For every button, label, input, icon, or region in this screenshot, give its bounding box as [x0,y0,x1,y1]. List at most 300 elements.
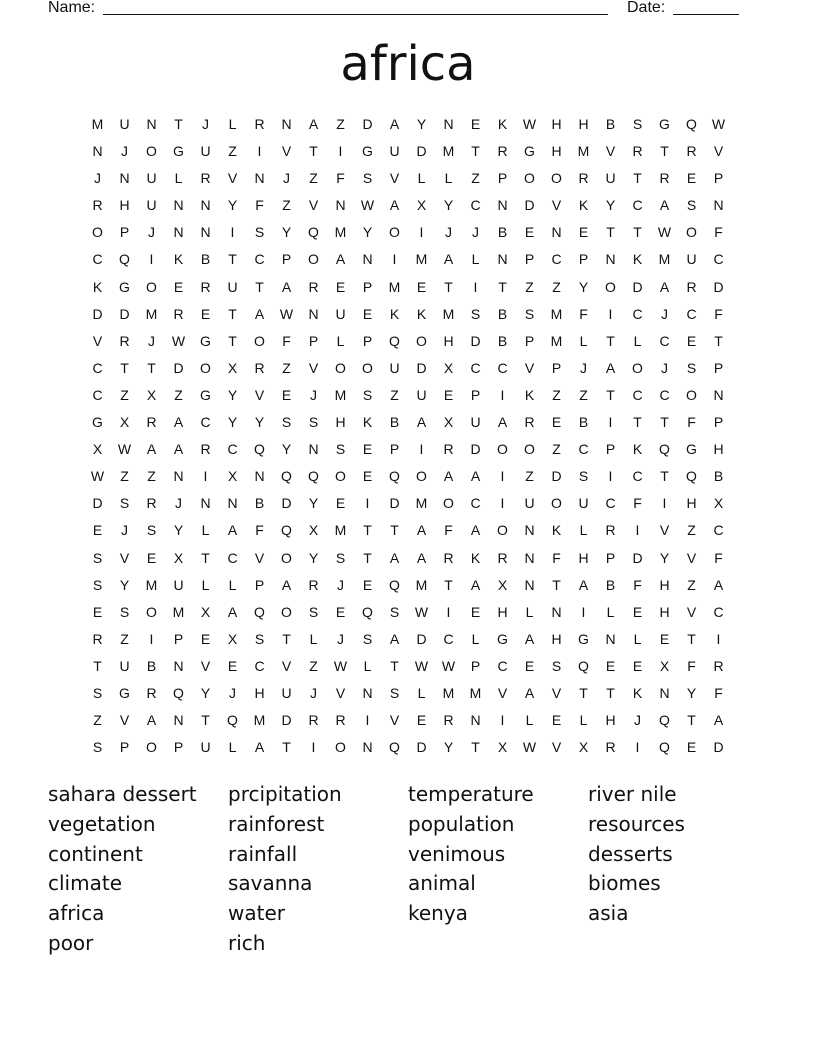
grid-letter: N [605,630,616,647]
grid-letter: D [362,116,373,132]
grid-letter: G [119,278,130,295]
grid-letter: P [362,278,373,295]
grid-letter: U [416,386,427,403]
grid-letter: G [578,630,589,647]
grid-letter: X [227,630,238,647]
grid-letter: A [173,414,184,431]
grid-letter: N [173,712,184,729]
grid-letter: S [470,305,481,322]
grid-letter: A [389,630,400,647]
grid-letter: C [659,386,670,403]
grid-letter: I [311,739,316,756]
grid-letter: V [389,712,400,729]
grid-letter: W [657,224,672,241]
grid-letter: F [336,170,345,187]
grid-letter: F [552,549,561,566]
grid-letter: N [713,197,724,214]
grid-letter: E [362,441,373,458]
grid-letter: S [686,359,697,376]
grid-letter: V [659,522,670,539]
grid-letter: T [120,359,129,376]
grid-letter: P [713,359,724,376]
grid-letter: W [171,332,186,349]
grid-letter: V [308,359,319,376]
grid-letter: Q [389,332,400,349]
grid-letter: T [471,143,480,160]
grid-letter: B [254,495,265,512]
grid-letter: X [416,197,427,214]
grid-letter: K [551,522,562,539]
grid-letter: X [443,359,454,376]
grid-letter: C [632,468,643,485]
grid-letter: V [551,739,562,756]
grid-letter: Q [389,468,400,485]
grid-letter: E [686,739,697,756]
grid-letter: M [550,332,563,349]
grid-letter: A [578,576,589,593]
word-list-item: rainfall [228,841,298,866]
grid-letter: E [605,657,616,674]
grid-letter: O [146,739,157,756]
grid-letter: C [632,386,643,403]
grid-letter: K [497,116,508,132]
grid-letter: V [119,712,130,729]
grid-letter: I [500,495,505,512]
grid-letter: W [711,116,726,132]
grid-letter: J [310,684,317,701]
word-list-item: continent [48,841,143,866]
grid-letter: A [497,414,508,431]
grid-letter: Z [525,278,534,295]
grid-letter: M [145,576,158,593]
grid-letter: U [146,197,157,214]
grid-letter: V [497,684,508,701]
grid-letter: D [92,495,103,512]
grid-letter: X [173,549,184,566]
grid-letter: J [634,712,641,729]
grid-letter: W [414,657,429,674]
grid-letter: J [121,522,128,539]
grid-letter: O [146,143,157,160]
grid-letter: Q [389,576,400,593]
grid-letter: C [713,251,724,268]
grid-letter: U [119,657,130,674]
word-list-item: vegetation [48,811,156,836]
grid-letter: B [389,414,400,431]
grid-letter: T [606,224,615,241]
grid-letter: I [365,495,370,512]
grid-letter: D [551,468,562,485]
grid-letter: T [714,332,723,349]
grid-letter: E [551,712,562,729]
grid-letter: Z [687,576,696,593]
grid-letter: T [93,657,102,674]
word-list-item: population [408,811,515,836]
grid-letter: C [713,522,724,539]
word-list-item: sahara dessert [48,782,197,806]
grid-letter: J [337,576,344,593]
grid-letter: T [471,739,480,756]
grid-letter: N [551,224,562,241]
grid-letter: C [497,359,508,376]
grid-letter: F [579,305,588,322]
grid-letter: J [445,224,452,241]
grid-letter: O [335,739,346,756]
grid-letter: I [419,224,424,241]
grid-letter: R [497,143,508,160]
grid-letter: J [229,684,236,701]
grid-letter: R [605,739,616,756]
grid-letter: X [227,359,238,376]
grid-letter: G [524,143,535,160]
grid-letter: L [579,332,588,349]
grid-letter: I [446,603,451,620]
grid-letter: S [632,116,643,132]
grid-letter: E [416,712,427,729]
grid-letter: Y [416,116,427,132]
word-list-item: kenya [408,901,468,926]
grid-letter: T [255,278,264,295]
grid-letter: N [146,116,157,132]
grid-letter: Z [525,468,534,485]
grid-letter: Y [227,386,238,403]
grid-letter: A [254,305,265,322]
grid-letter: Y [173,522,184,539]
grid-letter: S [308,414,319,431]
grid-letter: E [578,224,589,241]
grid-letter: U [119,116,130,132]
grid-letter: H [578,116,589,132]
grid-letter: C [497,657,508,674]
grid-letter: E [632,603,643,620]
grid-letter: A [389,197,400,214]
grid-letter: D [281,495,292,512]
grid-letter: H [578,549,589,566]
grid-letter: C [200,414,211,431]
grid-letter: W [90,468,105,485]
grid-letter: R [92,630,103,647]
grid-letter: A [443,251,454,268]
grid-letter: R [713,657,724,674]
grid-letter: I [500,712,505,729]
grid-letter: C [605,495,616,512]
grid-letter: C [92,386,103,403]
grid-letter: K [632,441,643,458]
grid-letter: L [417,684,426,701]
grid-letter: G [92,414,103,431]
grid-letter: M [415,495,428,512]
grid-letter: T [552,576,561,593]
grid-letter: N [308,305,319,322]
grid-letter: X [227,468,238,485]
grid-letter: A [659,197,670,214]
grid-letter: U [389,143,400,160]
grid-letter: E [416,278,427,295]
grid-letter: K [578,197,589,214]
grid-letter: L [228,576,237,593]
grid-letter: D [713,278,724,295]
grid-letter: V [713,143,724,160]
grid-letter: J [121,143,128,160]
grid-letter: M [334,522,347,539]
grid-letter: Z [120,468,129,485]
grid-letter: E [524,657,535,674]
grid-letter: J [175,495,182,512]
grid-letter: I [500,468,505,485]
grid-letter: F [714,224,723,241]
grid-letter: W [333,657,348,674]
grid-letter: P [605,549,616,566]
grid-letter: E [362,576,373,593]
grid-letter: H [254,684,265,701]
grid-letter: V [200,657,211,674]
grid-letter: E [362,468,373,485]
grid-letter: O [254,332,265,349]
grid-letter: U [524,495,535,512]
grid-letter: A [308,116,319,132]
grid-letter: R [92,197,103,214]
grid-letter: K [362,414,373,431]
grid-letter: Q [227,712,238,729]
grid-letter: Y [281,224,292,241]
grid-letter: O [416,332,427,349]
grid-letter: Z [309,657,318,674]
grid-letter: T [633,170,642,187]
grid-letter: B [497,305,508,322]
grid-letter: R [686,143,697,160]
grid-letter: K [173,251,184,268]
grid-letter: S [551,657,562,674]
grid-letter: X [497,576,508,593]
grid-letter: O [524,441,535,458]
grid-letter: O [605,278,616,295]
grid-letter: G [686,441,697,458]
grid-letter: B [605,116,616,132]
grid-letter: A [416,549,427,566]
grid-letter: U [389,359,400,376]
grid-letter: L [174,170,183,187]
grid-letter: S [308,603,319,620]
grid-letter: L [471,251,480,268]
grid-letter: C [254,657,265,674]
grid-letter: P [524,332,535,349]
word-list-item: temperature [408,782,534,806]
grid-letter: F [687,657,696,674]
grid-letter: N [173,224,184,241]
grid-letter: M [91,116,104,132]
grid-letter: R [308,712,319,729]
grid-letter: G [497,630,508,647]
grid-letter: P [713,414,724,431]
grid-letter: Z [228,143,237,160]
grid-letter: I [392,251,397,268]
grid-letter: L [201,522,210,539]
word-list-item: biomes [588,871,661,896]
grid-letter: O [632,359,643,376]
grid-letter: A [227,522,238,539]
grid-letter: T [147,359,156,376]
grid-letter: F [255,197,264,214]
word-list-item: climate [48,871,122,896]
grid-letter: O [200,359,211,376]
grid-letter: C [470,197,481,214]
grid-letter: A [281,576,292,593]
grid-letter: F [282,332,291,349]
grid-letter: S [389,684,400,701]
grid-letter: A [416,522,427,539]
grid-letter: Y [254,414,265,431]
grid-letter: D [632,278,643,295]
grid-letter: R [200,441,211,458]
grid-letter: T [363,549,372,566]
grid-letter: A [173,441,184,458]
grid-letter: A [146,712,157,729]
grid-letter: M [469,684,482,701]
grid-letter: T [606,684,615,701]
grid-letter: P [470,386,481,403]
grid-letter: O [416,468,427,485]
grid-letter: E [335,278,346,295]
grid-letter: R [659,170,670,187]
grid-letter: N [335,197,346,214]
grid-letter: X [146,386,157,403]
grid-letter: R [605,522,616,539]
grid-letter: O [281,603,292,620]
grid-letter: L [525,712,534,729]
grid-letter: T [660,414,669,431]
grid-letter: I [716,630,721,647]
grid-letter: W [414,603,429,620]
grid-letter: Q [659,441,670,458]
grid-letter: J [148,224,155,241]
grid-letter: A [605,359,616,376]
header [48,0,748,19]
grid-letter: E [470,603,481,620]
grid-letter: A [254,739,265,756]
grid-letter: W [522,116,537,132]
grid-letter: F [714,549,723,566]
grid-letter: U [335,305,346,322]
grid-letter: X [497,739,508,756]
grid-letter: C [227,441,238,458]
grid-letter: S [254,224,265,241]
grid-letter: I [581,603,586,620]
grid-letter: T [660,143,669,160]
word-search-grid [84,113,732,763]
grid-letter: R [443,712,454,729]
grid-letter: S [335,549,346,566]
grid-letter: U [686,251,697,268]
grid-letter: M [145,305,158,322]
grid-letter: Z [687,522,696,539]
grid-letter: R [254,359,265,376]
grid-letter: N [362,251,373,268]
grid-letter: C [632,305,643,322]
grid-letter: H [551,630,562,647]
grid-letter: D [416,739,427,756]
grid-letter: V [335,684,346,701]
grid-letter: Z [309,170,318,187]
grid-letter: Z [579,386,588,403]
grid-letter: F [714,305,723,322]
grid-letter: B [497,224,508,241]
grid-letter: T [228,251,237,268]
grid-letter: D [389,495,400,512]
grid-letter: P [713,170,724,187]
word-list-item: poor [48,930,94,955]
grid-letter: S [281,414,292,431]
grid-letter: T [363,522,372,539]
grid-letter: I [635,522,640,539]
grid-letter: C [578,441,589,458]
grid-letter: N [524,576,535,593]
grid-letter: N [281,116,292,132]
grid-letter: Z [120,630,129,647]
grid-letter: Z [120,386,129,403]
grid-letter: E [686,332,697,349]
grid-letter: Z [93,712,102,729]
grid-letter: K [389,305,400,322]
grid-letter: B [146,657,157,674]
grid-letter: P [119,224,130,241]
grid-letter: N [254,468,265,485]
grid-letter: D [281,712,292,729]
grid-letter: R [146,684,157,701]
grid-letter: A [227,603,238,620]
grid-letter: N [173,197,184,214]
grid-letter: T [633,224,642,241]
grid-letter: D [416,630,427,647]
grid-letter: Q [659,712,670,729]
grid-letter: D [632,549,643,566]
grid-letter: E [470,116,481,132]
grid-letter: R [200,170,211,187]
grid-letter: T [228,332,237,349]
grid-letter: P [605,441,616,458]
grid-letter: S [92,684,103,701]
word-list-item: desserts [588,841,673,866]
grid-letter: K [416,305,427,322]
grid-letter: L [228,116,237,132]
grid-letter: E [362,305,373,322]
grid-letter: R [146,414,157,431]
grid-letter: F [633,495,642,512]
grid-letter: G [659,116,670,132]
grid-letter: R [173,305,184,322]
grid-letter: M [415,576,428,593]
grid-letter: A [659,278,670,295]
grid-letter: O [146,278,157,295]
grid-letter: N [173,468,184,485]
grid-letter: Y [443,739,454,756]
grid-letter: H [605,712,616,729]
grid-letter: D [416,143,427,160]
grid-letter: O [686,386,697,403]
grid-letter: S [92,549,103,566]
grid-letter: X [200,603,211,620]
grid-letter: W [360,197,375,214]
grid-letter: T [687,630,696,647]
grid-letter: A [443,468,454,485]
grid-letter: T [309,143,318,160]
grid-letter: I [500,386,505,403]
grid-letter: J [472,224,479,241]
grid-letter: T [390,657,399,674]
grid-letter: G [119,684,130,701]
grid-letter: C [659,332,670,349]
grid-letter: O [497,441,508,458]
grid-letter: R [308,278,319,295]
